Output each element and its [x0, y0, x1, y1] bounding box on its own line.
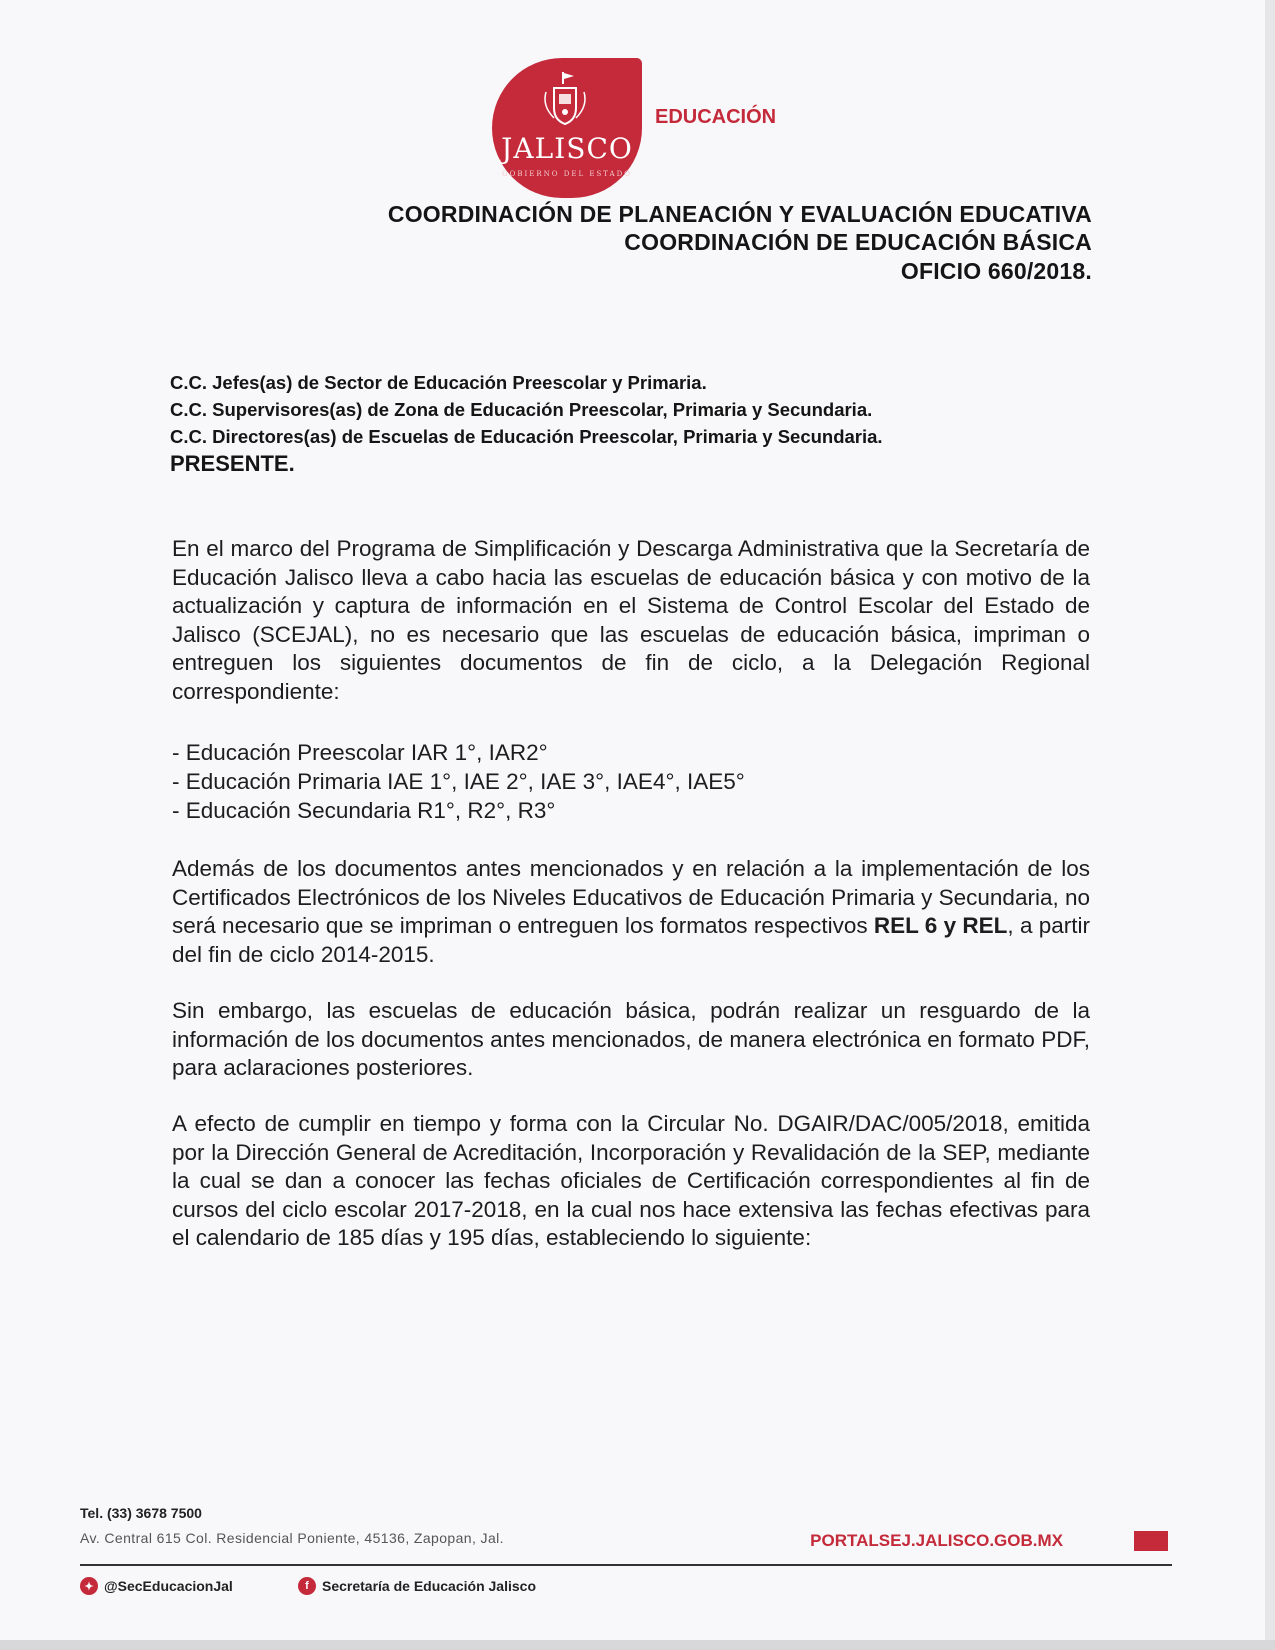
header-oficio-number: OFICIO 660/2018.	[900, 258, 1092, 284]
footer-address: Av. Central 615 Col. Residencial Poniente, 45136, Zapopan, Jal.	[80, 1530, 504, 1546]
paragraph-4: A efecto de cumplir en tiempo y forma con la Circular No. DGAIR/DAC/005/2018, emitida por la Dirección General de Acreditación, Incorporación y Revalidación de la SEP, mediante la cual se dan a conocer las fechas oficiales de Certificación correspondientes al fin de cursos del ciclo escolar 2017-2018, en la cual nos hace extensiva las fechas efectivas para el calendario de 185 días y 195 días, estableciendo lo siguiente:	[172, 1111, 1090, 1251]
twitter-icon: ✦	[80, 1577, 98, 1595]
greeting-presente: PRESENTE.	[170, 451, 295, 476]
paragraph-2-end: , a partir del fin de ciclo 2014-2015.	[172, 913, 1091, 967]
facebook-page: Secretaría de Educación Jalisco	[322, 1578, 536, 1594]
department-label: EDUCACIÓN	[655, 106, 777, 128]
portal-accent-box	[1134, 1531, 1168, 1551]
paragraph-3: Sin embargo, las escuelas de educación básica, podrán realizar un resguardo de la información de los documentos antes mencionados, de manera electrónica en formato PDF, para aclaraciones posteriores.	[172, 998, 1090, 1081]
paragraph-2	[172, 855, 1090, 969]
paragraph-2-start: Además de los documentos antes mencionados y en relación a la implementación de los Certificados Electrónicos de los Niveles Educativos de Educación Primaria y Secundaria, no será necesario que se impriman o entreguen los formatos respectivos	[172, 856, 1090, 939]
twitter-handle: @SecEducacionJal	[104, 1578, 233, 1594]
coat-of-arms-icon	[540, 70, 590, 136]
footer-divider	[80, 1564, 1172, 1566]
facebook-icon: f	[298, 1577, 316, 1595]
footer-twitter[interactable]	[80, 1577, 233, 1595]
page-edge-right	[1265, 0, 1275, 1650]
page-edge-bottom	[0, 1640, 1275, 1650]
list-item: - Educación Primaria IAE 1°, IAE 2°, IAE 3°, IAE4°, IAE5°	[172, 769, 745, 794]
addressee-line-1: C.C. Jefes(as) de Sector de Educación Preescolar y Primaria.	[170, 372, 707, 393]
footer-portal-link[interactable]: PORTALSEJ.JALISCO.GOB.MX	[810, 1531, 1063, 1550]
list-item: - Educación Secundaria R1°, R2°, R3°	[172, 798, 556, 823]
footer-phone: Tel. (33) 3678 7500	[80, 1505, 202, 1521]
header-coordination-planning: COORDINACIÓN DE PLANEACIÓN Y EVALUACIÓN EDUCATIVA	[387, 201, 1092, 227]
paragraph-1: En el marco del Programa de Simplificación y Descarga Administrativa que la Secretaría de Educación Jalisco lleva a cabo hacia las escuelas de educación básica y con motivo de la actualización y captura de información en el Sistema de Control Escolar del Estado de Jalisco (SCEJAL), no es necesario que las escuelas de educación básica, impriman o entreguen los siguientes documentos de fin de ciclo, a la Delegación Regional correspondiente:	[172, 536, 1090, 704]
paragraph-2-bold: REL 6 y REL	[873, 913, 1008, 939]
header-coordination-basic: COORDINACIÓN DE EDUCACIÓN BÁSICA	[624, 229, 1092, 255]
jalisco-logo	[492, 58, 642, 198]
addressee-line-3: C.C. Directores(as) de Escuelas de Educación Preescolar, Primaria y Secundaria.	[170, 426, 883, 447]
logo-wordmark: JALISCO	[501, 132, 633, 165]
logo-subtitle: GOBIERNO DEL ESTADO	[502, 170, 632, 178]
document-list	[172, 738, 745, 825]
footer-facebook[interactable]	[298, 1577, 536, 1595]
list-item: - Educación Preescolar IAR 1°, IAR2°	[172, 740, 548, 765]
addressee-line-2: C.C. Supervisores(as) de Zona de Educación Preescolar, Primaria y Secundaria.	[170, 399, 873, 420]
